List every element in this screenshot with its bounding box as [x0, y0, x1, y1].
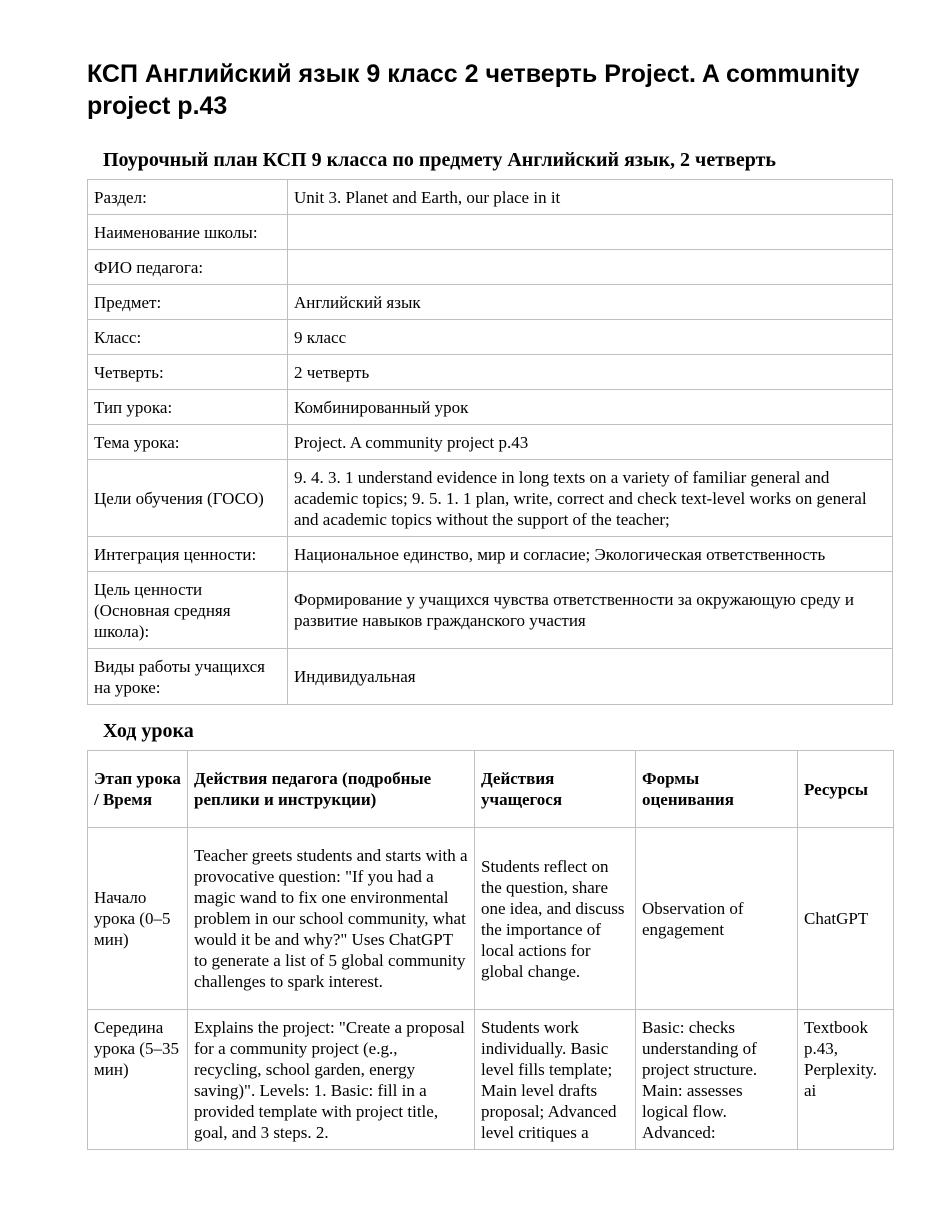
info-value: 2 четверть [288, 355, 893, 390]
lesson-flow-heading: Ход урока [103, 720, 194, 742]
stage-cell: Начало урока (0–5 мин) [88, 828, 188, 1010]
lesson-flow-table [87, 750, 894, 1150]
info-row [88, 320, 893, 355]
info-value: 9 класс [288, 320, 893, 355]
info-row [88, 285, 893, 320]
info-label: Класс: [88, 320, 288, 355]
info-row [88, 355, 893, 390]
resources-cell: Textbook p.43, Perplexity. ai [798, 1010, 894, 1150]
plan-heading: Поурочный план КСП 9 класса по предмету Английский язык, 2 четверть [103, 149, 776, 171]
info-label: Предмет: [88, 285, 288, 320]
info-label: Виды работы учащихся на уроке: [88, 649, 288, 705]
teacher-actions-cell: Explains the project: "Create a proposal for a community project (e.g., recycling, school garden, energy saving)". Levels: 1. Basic: fill in a provided template with project title, goal, and 3 steps. 2. [188, 1010, 475, 1150]
info-label: Тип урока: [88, 390, 288, 425]
assessment-cell: Observation of engagement [636, 828, 798, 1010]
resources-cell: ChatGPT [798, 828, 894, 1010]
info-value: Project. A community project p.43 [288, 425, 893, 460]
info-row [88, 425, 893, 460]
info-value [288, 215, 893, 250]
info-row [88, 649, 893, 705]
stage-cell: Середина урока (5–35 мин) [88, 1010, 188, 1150]
info-row [88, 180, 893, 215]
info-label: Цель ценности (Основная средняя школа): [88, 572, 288, 649]
column-header-stage: Этап урока / Время [88, 751, 188, 828]
info-value: Национальное единство, мир и согласие; Экологическая ответственность [288, 537, 893, 572]
info-value: Формирование у учащихся чувства ответственности за окружающую среду и развитие навыков гражданского участия [288, 572, 893, 649]
info-value: Английский язык [288, 285, 893, 320]
flow-row [88, 1010, 894, 1150]
info-label: Четверть: [88, 355, 288, 390]
column-header-resources: Ресурсы [798, 751, 894, 828]
document-title: КСП Английский язык 9 класс 2 четверть Project. A community project p.43 [87, 60, 860, 120]
info-label: Цели обучения (ГОСО) [88, 460, 288, 537]
info-row [88, 572, 893, 649]
flow-row [88, 828, 894, 1010]
info-row [88, 390, 893, 425]
info-label: Наименование школы: [88, 215, 288, 250]
lesson-info-table [87, 179, 893, 705]
info-label: Раздел: [88, 180, 288, 215]
column-header-assessment: Формы оценивания [636, 751, 798, 828]
info-value: Индивидуальная [288, 649, 893, 705]
info-label: ФИО педагога: [88, 250, 288, 285]
teacher-actions-cell: Teacher greets students and starts with a provocative question: "If you had a magic wand to fix one environmental problem in our school community, what would it be and why?" Uses ChatGPT to generate a list of 5 global community challenges to spark interest. [188, 828, 475, 1010]
flow-header-row [88, 751, 894, 828]
info-value: 9. 4. 3. 1 understand evidence in long texts on a variety of familiar general and academic topics; 9. 5. 1. 1 plan, write, correct and check text-level works on general and academic topics without the support of the teacher; [288, 460, 893, 537]
info-row [88, 215, 893, 250]
info-row [88, 537, 893, 572]
column-header-student: Действия учащегося [475, 751, 636, 828]
info-value: Комбинированный урок [288, 390, 893, 425]
info-value [288, 250, 893, 285]
info-label: Интеграция ценности: [88, 537, 288, 572]
info-value: Unit 3. Planet and Earth, our place in it [288, 180, 893, 215]
info-row [88, 460, 893, 537]
column-header-teacher: Действия педагога (подробные реплики и инструкции) [188, 751, 475, 828]
info-label: Тема урока: [88, 425, 288, 460]
student-actions-cell: Students work individually. Basic level fills template; Main level drafts proposal; Advanced level critiques a [475, 1010, 636, 1150]
student-actions-cell: Students reflect on the question, share one idea, and discuss the importance of local actions for global change. [475, 828, 636, 1010]
info-row [88, 250, 893, 285]
assessment-cell: Basic: checks understanding of project structure. Main: assesses logical flow. Advanced: [636, 1010, 798, 1150]
